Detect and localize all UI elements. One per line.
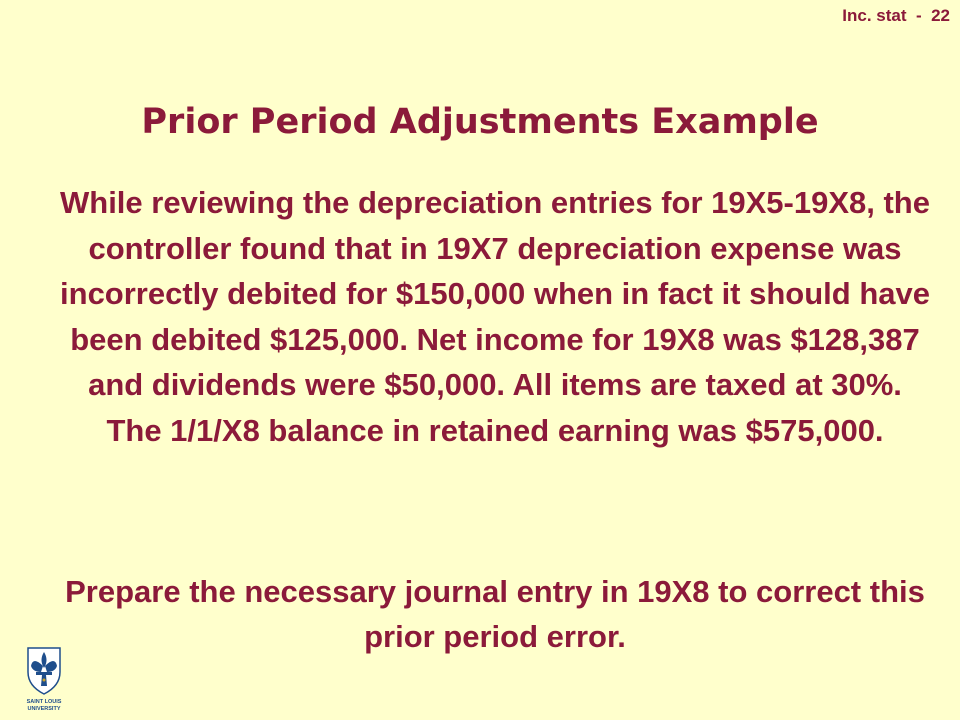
fleur-de-lis-shield-icon (20, 642, 68, 712)
problem-paragraph: While reviewing the depreciation entries for 19X5-19X8, the controller found that in 19X7 depreciation expense was incorrectly debited for $150,000 when in fact it should have been debited $125,000. Net income for 19X8 was $128,387 and dividends were $50,000. All items are taxed at 30%. The 1/1/X8 balance in retained earning was $575,000. (60, 185, 930, 448)
logo-line-2: UNIVERSITY (27, 706, 61, 712)
instruction-paragraph: Prepare the necessary journal entry in 19X8 to correct this prior period error. (65, 574, 925, 654)
slide-number: Inc. stat - 22 (842, 6, 950, 25)
slide-title: Prior Period Adjustments Example (141, 102, 819, 142)
university-logo (20, 642, 68, 712)
logo-line-1: SAINT LOUIS (26, 699, 62, 705)
